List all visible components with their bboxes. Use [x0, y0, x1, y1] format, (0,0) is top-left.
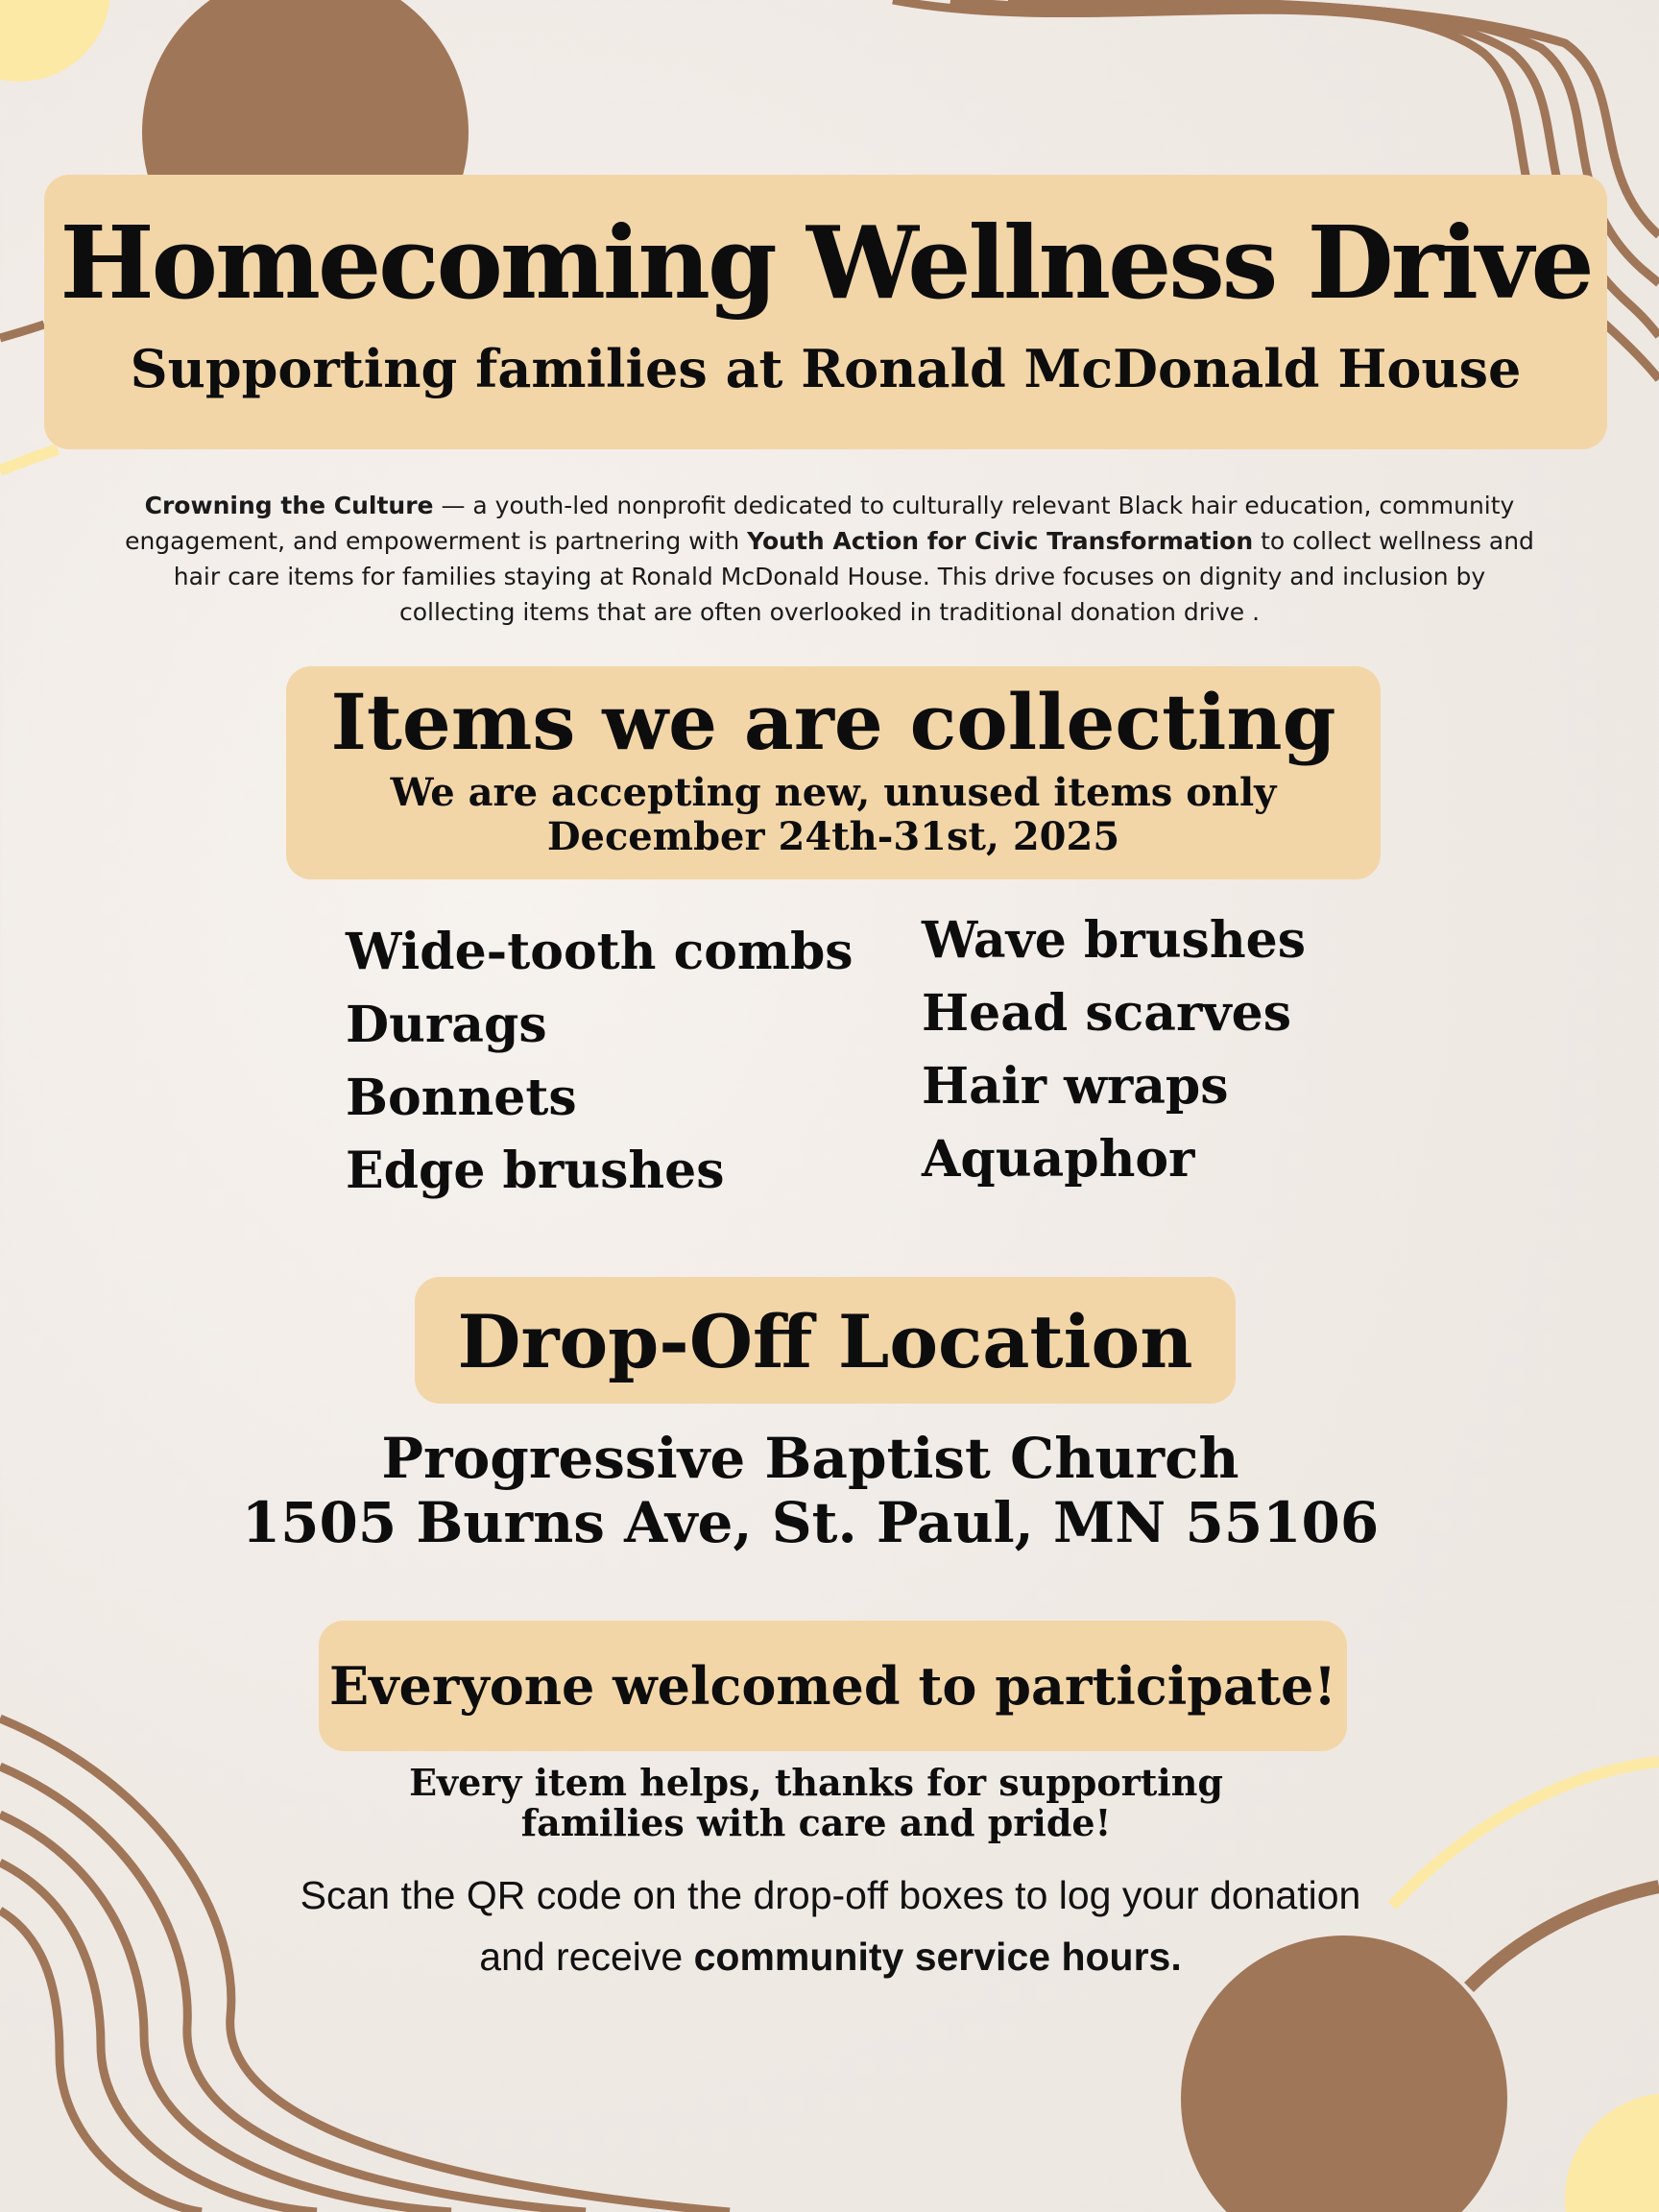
welcome-heading: Everyone welcomed to participate!	[328, 1655, 1337, 1717]
title-banner	[44, 175, 1607, 449]
list-item: Hair wraps	[922, 1057, 1229, 1116]
items-note: We are accepting new, unused items only	[390, 770, 1277, 815]
items-list-left	[346, 916, 854, 1208]
items-heading: Items we are collecting	[330, 677, 1336, 767]
partner-name: Youth Action for Civic Transformation	[747, 527, 1254, 555]
intro-text-1: — a youth-led nonprofit dedicated to culturally relevant Black hair education, community engagement, and empowerment is partnering with	[125, 492, 1515, 555]
scan-line-2	[0, 1934, 1659, 1981]
service-hours-text: community service hours.	[693, 1935, 1182, 1979]
list-item: Head scarves	[922, 984, 1291, 1043]
items-banner	[286, 666, 1381, 879]
left-yellow-accent	[0, 449, 58, 470]
intro-paragraph	[115, 488, 1544, 630]
intro-text-2: to collect wellness and hair care items for families staying at Ronald McDonald House. This drive focuses on dignity and inclusion by collecting items that are often overlooked in traditional donation drive .	[173, 527, 1534, 626]
dropoff-banner	[415, 1277, 1236, 1404]
list-item: Wave brushes	[922, 911, 1306, 970]
page-title: Homecoming Wellness Drive	[60, 204, 1592, 322]
page-subtitle: Supporting families at Ronald McDonald House	[130, 338, 1522, 399]
welcome-banner	[319, 1621, 1347, 1751]
dropoff-heading: Drop-Off Location	[457, 1299, 1193, 1384]
dropoff-address: 1505 Burns Ave, St. Paul, MN 55106	[241, 1490, 1380, 1555]
dropoff-place: Progressive Baptist Church	[381, 1426, 1239, 1491]
org-name: Crowning the Culture	[144, 492, 434, 519]
list-item: Edge brushes	[346, 1142, 725, 1200]
items-list-right	[922, 904, 1306, 1196]
thanks-line-2: families with care and pride!	[520, 1801, 1112, 1844]
list-item: Wide-tooth combs	[346, 923, 854, 981]
yellow-circle-bottom-right	[1565, 2093, 1659, 2212]
scan-line-2-start: and receive	[479, 1935, 694, 1979]
scan-line-1: Scan the QR code on the drop-off boxes to log your donation	[300, 1873, 1361, 1917]
list-item: Durags	[346, 996, 547, 1054]
list-item: Bonnets	[346, 1069, 577, 1127]
thanks-line-1: Every item helps, thanks for supporting	[409, 1761, 1223, 1804]
list-item: Aquaphor	[922, 1130, 1195, 1189]
left-arc-accent	[0, 325, 44, 338]
yellow-circle-top-left	[0, 0, 110, 82]
items-dates: December 24th-31st, 2025	[546, 814, 1120, 859]
